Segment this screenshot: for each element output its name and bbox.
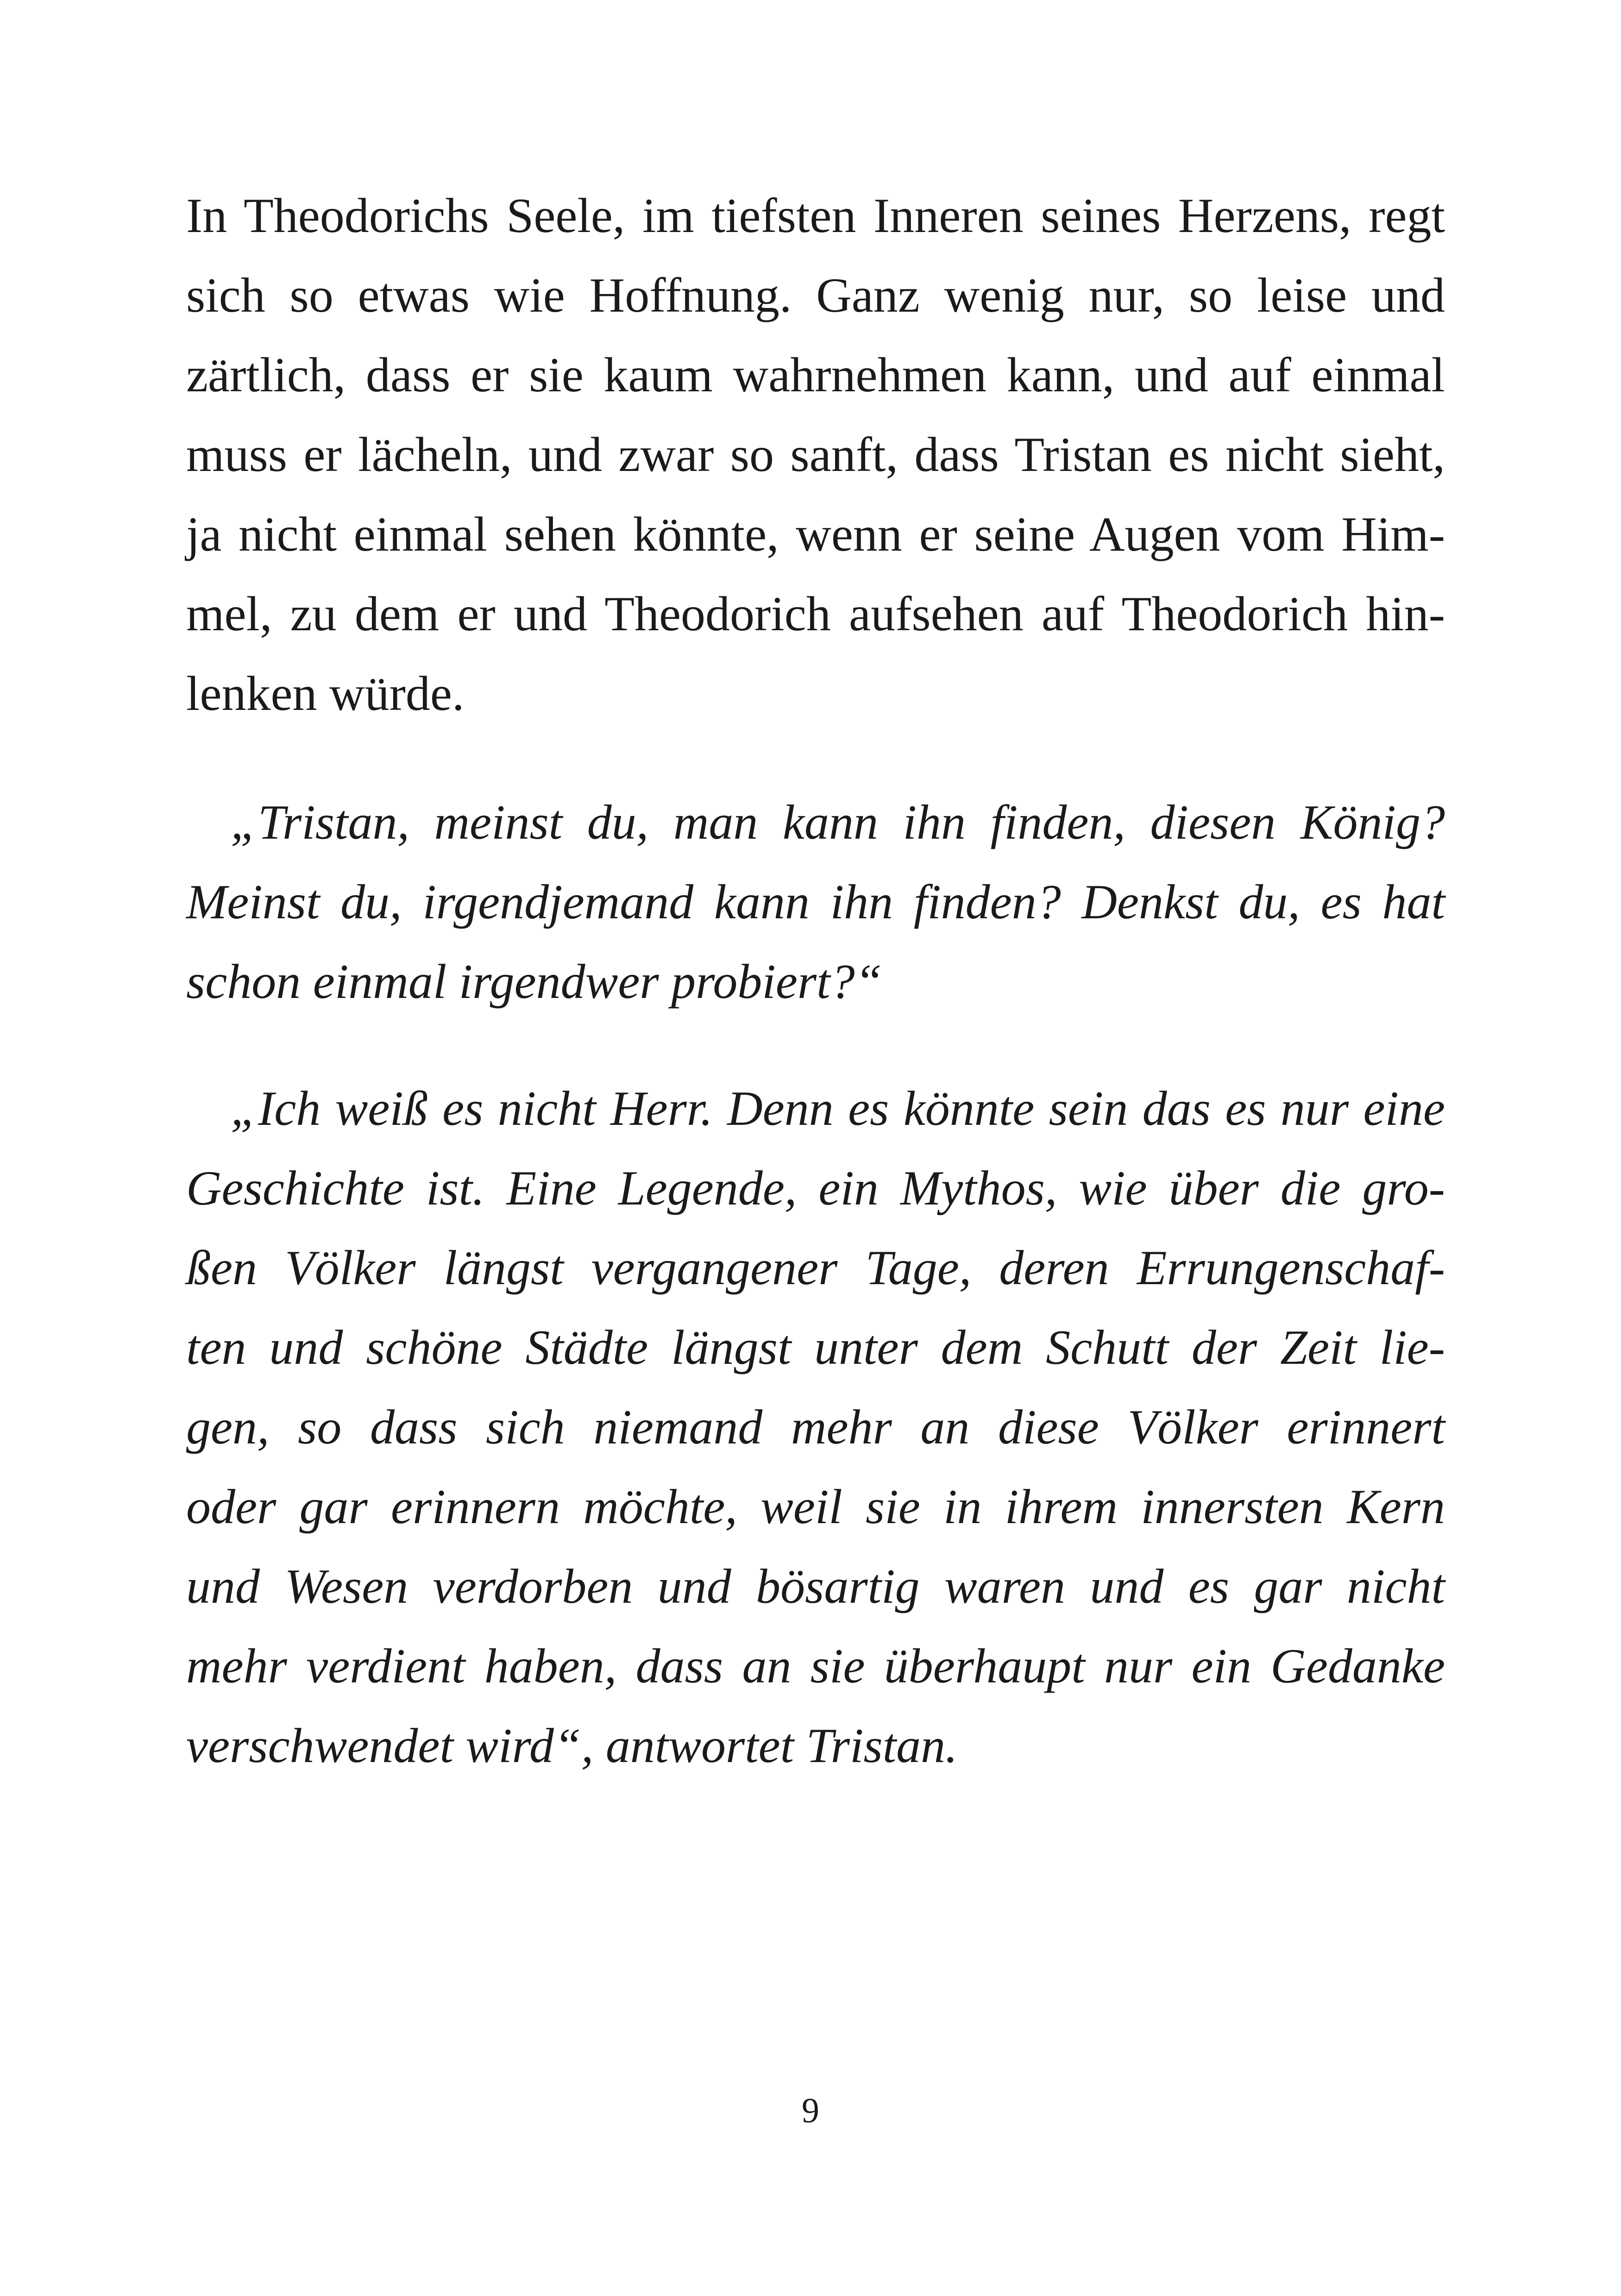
text-line: muss er lächeln, und zwar so sanft, dass Tristan es nicht sieht, (186, 427, 1445, 482)
text-line: lenken würde. (186, 666, 465, 721)
text-line: ja nicht einmal sehen könnte, wenn er seine Augen vom Him- (186, 507, 1445, 561)
paragraph-dialogue-tristan (186, 1069, 1445, 1786)
text-line: In Theodorichs Seele, im tiefsten Inneren seines Herzens, regt (186, 188, 1445, 243)
text-line: zärtlich, dass er sie kaum wahrnehmen kann, und auf einmal (186, 348, 1445, 402)
text-line: ten und schöne Städte längst unter dem Schutt der Zeit lie- (186, 1320, 1445, 1374)
text-line: und Wesen verdorben und bösartig waren und es gar nicht (186, 1559, 1445, 1613)
text-line: oder gar erinnern möchte, weil sie in ihrem innersten Kern (186, 1480, 1445, 1534)
text-line: mel, zu dem er und Theodorich aufsehen auf Theodorich hin- (186, 587, 1445, 641)
text-line: schon einmal irgendwer probiert?“ (186, 954, 882, 1009)
text-line: „Ich weiß es nicht Herr. Denn es könnte sein das es nur eine (231, 1081, 1445, 1135)
text-line: „Tristan, meinst du, man kann ihn finden, diesen König? (231, 795, 1445, 849)
page-number: 9 (802, 2091, 819, 2130)
text-line: Meinst du, irgendjemand kann ihn finden? Denkst du, es hat (186, 875, 1445, 929)
paragraph-dialogue-theodorich (186, 783, 1445, 1022)
text-line: sich so etwas wie Hoffnung. Ganz wenig nur, so leise und (186, 268, 1445, 322)
text-line: verschwendet wird“, antwortet Tristan. (186, 1719, 958, 1773)
text-line: gen, so dass sich niemand mehr an diese Völker erinnert (186, 1400, 1445, 1454)
text-line: mehr verdient haben, dass an sie überhaupt nur ein Gedanke (186, 1639, 1445, 1693)
text-line: Geschichte ist. Eine Legende, ein Mythos, wie über die gro- (186, 1161, 1445, 1215)
paragraph-narration (186, 176, 1445, 734)
text-line: ßen Völker längst vergangener Tage, deren Errungenschaf- (186, 1241, 1445, 1295)
